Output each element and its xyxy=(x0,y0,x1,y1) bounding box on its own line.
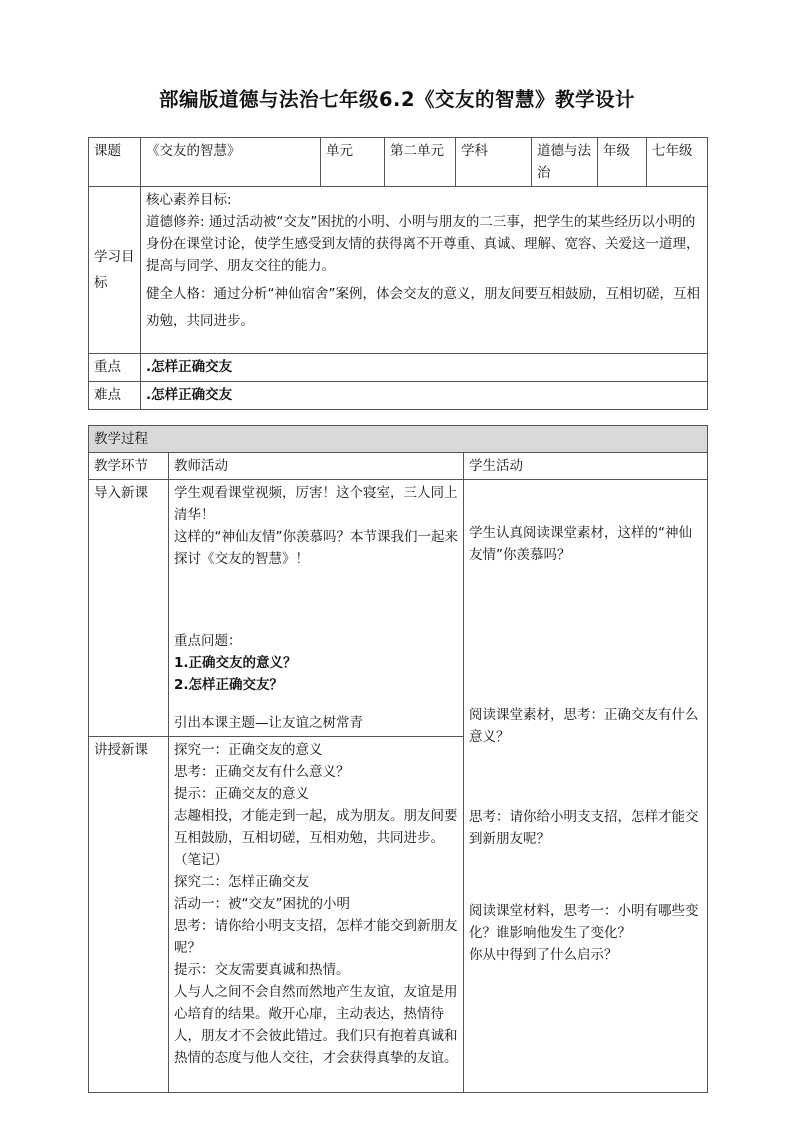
text-line: 思考：正确交友有什么意义？ xyxy=(174,764,350,780)
text-line: 人与人之间不会自然而然地产生友谊，友谊是用心培育的结果。敞开心扉，主动表达，热情待人，朋友才不会彼此错过。我们只有抱着真诚和热情的态度与他人交往，才会获得真挚的友谊。 xyxy=(174,984,458,1066)
col-stage: 教学环节 xyxy=(89,453,169,480)
col-student: 学生活动 xyxy=(464,453,708,480)
key-point-label: 重点 xyxy=(89,354,141,382)
text-line: 探究一：正确交友的意义 xyxy=(174,742,323,758)
text-line: 重点问题： xyxy=(174,633,242,649)
teaching-process-table xyxy=(88,425,708,1093)
text-line: 活动一：被“交友”困扰的小明 xyxy=(174,896,350,912)
key-point-value: .怎样正确交友 xyxy=(141,354,708,382)
text-line: 提示：正确交友的意义 xyxy=(174,786,309,802)
lesson-info-table xyxy=(88,137,708,410)
student-activities xyxy=(464,480,708,1093)
unit-value: 第二单元 xyxy=(385,138,456,187)
text-line: 思考：请你给小明支支招，怎样才能交到新朋友呢？ xyxy=(469,809,699,847)
stage-intro: 导入新课 xyxy=(89,480,169,737)
objectives-label: 学习目标 xyxy=(89,187,141,354)
text-line: 1.正确交友的意义？ xyxy=(174,655,297,671)
text-line: 提示：交友需要真诚和热情。 xyxy=(174,962,350,978)
text-line: 阅读课堂素材，思考：正确交友有什么意义？ xyxy=(469,707,699,745)
unit-label: 单元 xyxy=(321,138,385,187)
difficulty-label: 难点 xyxy=(89,382,141,410)
objectives-content xyxy=(141,187,708,354)
text-line: 志趣相投，才能走到一起，成为朋友。朋友间要互相鼓励，互相切磋，互相劝勉，共同进步。（笔记） xyxy=(174,808,458,868)
text-line: 探究二：怎样正确交友 xyxy=(174,874,309,890)
page-title: 部编版道德与法治七年级6.2《交友的智慧》教学设计 xyxy=(158,88,636,111)
topic-value: 《交友的智慧》 xyxy=(141,138,321,187)
subject-value: 道德与法治 xyxy=(532,138,598,187)
teacher-lecture xyxy=(169,737,464,1093)
text-line: 学生认真阅读课堂素材，这样的“神仙友情”你羡慕吗？ xyxy=(469,525,692,563)
text-line: 引出本课主题—让友谊之树常青 xyxy=(174,715,363,731)
text-line: 阅读课堂材料，思考一：小明有哪些变化？谁影响他发生了变化？ xyxy=(469,903,699,941)
text-line: 学生观看课堂视频，厉害！这个寝室，三人同上清华！ xyxy=(174,485,458,523)
process-header: 教学过程 xyxy=(89,426,708,453)
objective-moral: 道德修养: 通过活动被“交友”困扰的小明、小明与朋友的二三事，把学生的某些经历以小明的身份在课堂讨论，使学生感受到友情的获得离不开尊重、真诚、理解、宽容、关爱这一道理，提高与同学、朋友交往的能力。 xyxy=(146,214,700,274)
text-line: 2.怎样正确交友？ xyxy=(174,677,284,693)
grade-label: 年级 xyxy=(598,138,647,187)
subject-label: 学科 xyxy=(456,138,532,187)
grade-value: 七年级 xyxy=(647,138,708,187)
teacher-intro xyxy=(169,480,464,737)
col-teacher: 教师活动 xyxy=(169,453,464,480)
objectives-heading: 核心素养目标: xyxy=(146,192,232,208)
text-line: 你从中得到了什么启示？ xyxy=(469,947,618,963)
stage-lecture: 讲授新课 xyxy=(89,737,169,1093)
text-line: 思考：请你给小明支支招，怎样才能交到新朋友呢？ xyxy=(174,918,458,956)
topic-label: 课题 xyxy=(89,138,141,187)
objective-personality: 健全人格：通过分析“神仙宿舍”案例，体会交友的意义，朋友间要互相鼓励，互相切磋，互相劝勉，共同进步。 xyxy=(146,286,700,329)
difficulty-value: .怎样正确交友 xyxy=(141,382,708,410)
text-line: 这样的“神仙友情”你羡慕吗？本节课我们一起来探讨《交友的智慧》！ xyxy=(174,529,458,567)
